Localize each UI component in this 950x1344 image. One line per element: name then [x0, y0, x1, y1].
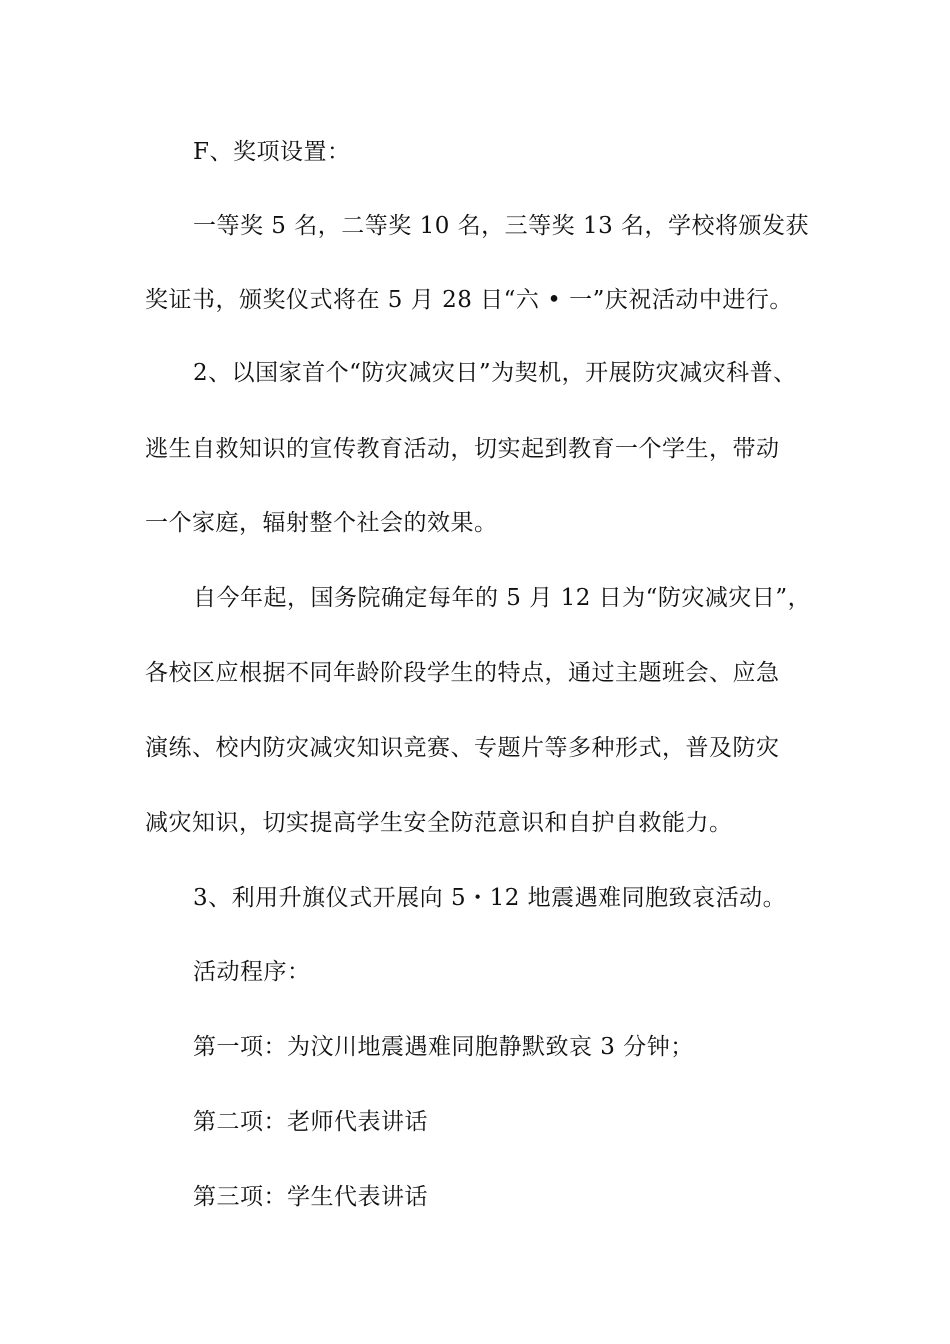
- procedure-item: 第二项：老师代表讲话: [193, 1109, 428, 1135]
- paragraph-line: 2、以国家首个“防灾减灾日”为契机，开展防灾减灾科普、: [193, 360, 797, 386]
- paragraph-line: 逃生自救知识的宣传教育活动，切实起到教育一个学生，带动: [145, 436, 780, 462]
- procedure-item: 第三项：学生代表讲话: [193, 1184, 428, 1210]
- paragraph-line: 一等奖 5 名，二等奖 10 名，三等奖 13 名，学校将颁发获: [193, 213, 810, 239]
- paragraph-line: 演练、校内防灾减灾知识竞赛、专题片等多种形式，普及防灾: [145, 735, 780, 761]
- paragraph-line: 一个家庭，辐射整个社会的效果。: [145, 510, 498, 536]
- procedure-item: 第一项：为汶川地震遇难同胞静默致哀 3 分钟；: [193, 1034, 694, 1060]
- paragraph-line: 各校区应根据不同年龄阶段学生的特点，通过主题班会、应急: [145, 660, 780, 686]
- paragraph-line: 3、利用升旗仪式开展向 5・12 地震遇难同胞致哀活动。: [193, 885, 787, 911]
- paragraph-line: 减灾知识，切实提高学生安全防范意识和自护自救能力。: [145, 810, 733, 836]
- paragraph-line: 奖证书，颁奖仪式将在 5 月 28 日“六 • 一”庆祝活动中进行。: [145, 287, 793, 313]
- section-heading-procedure: 活动程序：: [193, 959, 311, 985]
- paragraph-line: 自今年起，国务院确定每年的 5 月 12 日为“防灾减灾日”，: [193, 585, 812, 611]
- section-heading-awards: F、奖项设置：: [193, 139, 351, 165]
